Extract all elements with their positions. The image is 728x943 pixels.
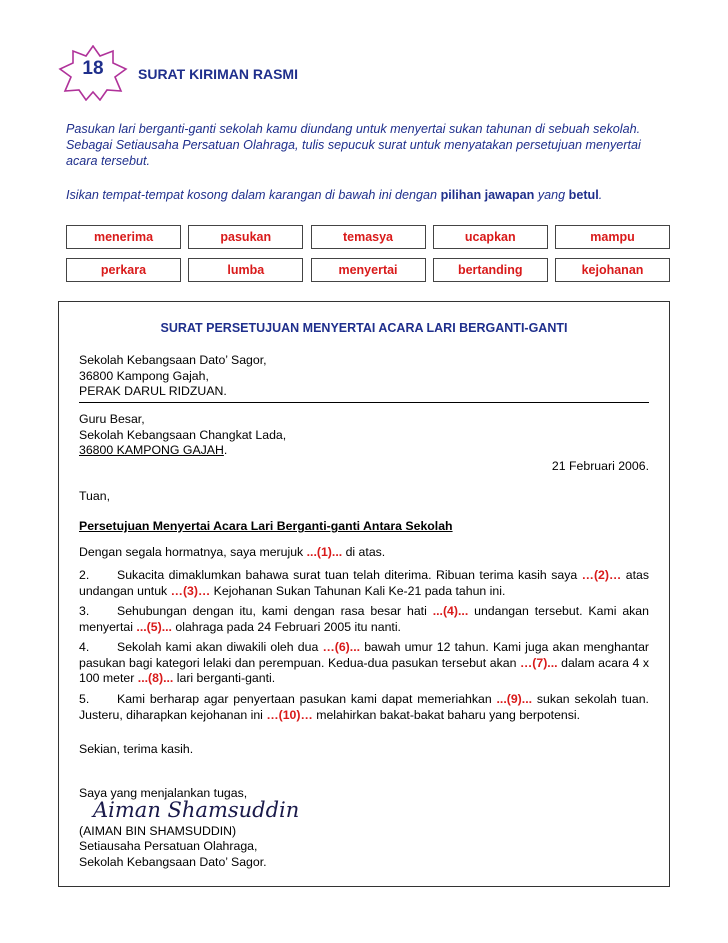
word-option: ucapkan — [433, 225, 548, 249]
signer-school: Sekolah Kebangsaan Dato’ Sagor. — [79, 855, 267, 869]
divider — [79, 402, 649, 403]
closing: Sekian, terima kasih. — [79, 742, 194, 756]
letter-subject: Persetujuan Menyertai Acara Lari Berganti-ganti Antara Sekolah — [79, 519, 453, 533]
letter-date: 21 Februari 2006. — [551, 459, 649, 473]
recipient-line: Sekolah Kebangsaan Changkat Lada, — [79, 428, 287, 442]
word-option: temasya — [311, 225, 426, 249]
word-option: mampu — [555, 225, 670, 249]
word-bank-row-2 — [66, 258, 670, 282]
word-option: lumba — [188, 258, 303, 282]
paragraph-5: 5. Kami berharap agar penyertaan pasukan kami dapat memeriahkan ...(9)... sukan sekolah tuan. Justeru, diharapkan kejohanan ini …(10)… melahirkan bakat-bakat baharu yang berpotensi. — [79, 692, 649, 722]
sender-line: PERAK DARUL RIDZUAN. — [79, 384, 227, 398]
word-option: pasukan — [188, 225, 303, 249]
sender-line: Sekolah Kebangsaan Dato’ Sagor, — [79, 353, 267, 367]
sender-line: 36800 Kampong Gajah, — [79, 369, 209, 383]
task-description: Pasukan lari berganti-ganti sekolah kamu diundang untuk menyertai sukan tahunan di sebuah sekolah. Sebagai Setiausaha Persatuan Olahraga, tulis sepucuk surat untuk menyatakan persetujuan menyertai acara tersebut. — [66, 122, 641, 168]
word-option: bertanding — [433, 258, 548, 282]
word-option: menerima — [66, 225, 181, 249]
word-option: perkara — [66, 258, 181, 282]
letter-title: SURAT PERSETUJUAN MENYERTAI ACARA LARI BERGANTI-GANTI — [160, 321, 568, 335]
sign-off: Saya yang menjalankan tugas, — [79, 786, 248, 800]
recipient-line: Guru Besar, — [79, 412, 145, 426]
paragraph-2: 2. Sukacita dimaklumkan bahawa surat tuan telah diterima. Ribuan terima kasih saya …(2)… atas undangan untuk …(3)… Kejohanan Sukan Tahunan Kali Ke-21 pada tahun ini. — [79, 568, 649, 598]
page-title: SURAT KIRIMAN RASMI — [138, 66, 298, 82]
word-option: kejohanan — [555, 258, 670, 282]
paragraph-1: Dengan segala hormatnya, saya merujuk ...(1)... di atas. — [79, 545, 386, 559]
word-option: menyertai — [311, 258, 426, 282]
exercise-number: 18 — [82, 58, 104, 79]
fill-instruction: Isikan tempat-tempat kosong dalam karangan di bawah ini dengan pilihan jawapan yang betul. — [66, 188, 603, 202]
letter-box — [58, 301, 670, 887]
signer-name: (AIMAN BIN SHAMSUDDIN) — [79, 824, 237, 838]
signer-position: Setiausaha Persatuan Olahraga, — [79, 839, 258, 853]
paragraph-4: 4. Sekolah kami akan diwakili oleh dua …(6)... bawah umur 12 tahun. Kami juga akan menghantar pasukan bagi kategori lelaki dan perempuan. Kedua-dua pasukan tersebut akan …(7)... dalam acara 4 x 100 meter ...(8)... lari berganti-ganti. — [79, 640, 650, 686]
handwritten-signature: Aiman Shamsuddin — [93, 798, 300, 822]
word-bank-row-1 — [66, 225, 670, 249]
salutation: Tuan, — [79, 489, 110, 503]
paragraph-3: 3. Sehubungan dengan itu, kami dengan rasa besar hati ...(4)... undangan tersebut. Kami akan menyertai ...(5)... olahraga pada 24 Februari 2005 itu nanti. — [79, 604, 649, 634]
recipient-line: 36800 KAMPONG GAJAH. — [79, 443, 228, 457]
